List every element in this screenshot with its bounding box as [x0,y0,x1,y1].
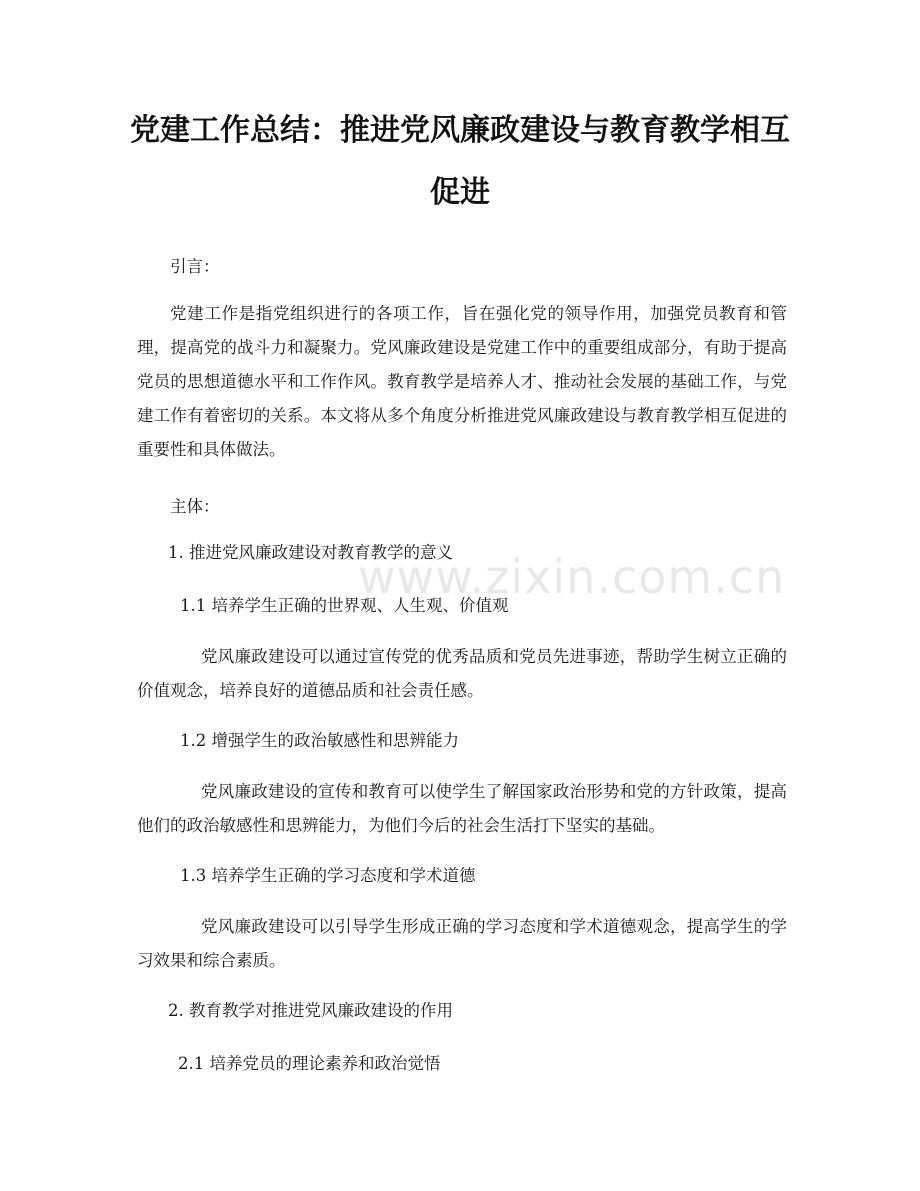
section-1-heading: 1. 推进党风廉政建设对教育教学的意义 [168,543,453,562]
document-title: 党建工作总结：推进党风廉政建设与教育教学相互促进 [130,113,790,210]
subsection-2-1-heading: 2.1 培养党员的理论素养和政治觉悟 [178,1054,441,1073]
subsection-1-2-heading: 1.2 增强学生的政治敏感性和思辨能力 [180,731,459,750]
watermark: www.zixin.com.cn [358,550,786,604]
subsection-1-3-heading: 1.3 培养学生正确的学习态度和学术道德 [180,866,476,885]
subsection-1-2-text: 党风廉政建设的宣传和教育可以使学生了解国家政治形势和党的方针政策，提高他们的政治敏感性和思辨能力，为他们今后的社会生活打下坚实的基础。 [137,782,787,835]
subsection-1-3-text: 党风廉政建设可以引导学生形成正确的学习态度和学术道德观念，提高学生的学习效果和综合素质。 [137,917,787,970]
subsection-1-1-text: 党风廉政建设可以通过宣传党的优秀品质和党员先进事迹，帮助学生树立正确的价值观念，培养良好的道德品质和社会责任感。 [137,647,787,700]
body-label: 主体： [170,497,220,516]
intro-paragraph: 党建工作是指党组织进行的各项工作，旨在强化党的领导作用，加强党员教育和管理，提高党的战斗力和凝聚力。党风廉政建设是党建工作中的重要组成部分，有助于提高党员的思想道德水平和工作作风。教育教学是培养人才、推动社会发展的基础工作，与党建工作有着密切的关系。本文将从多个角度分析推进党风廉政建设与教育教学相互促进的重要性和具体做法。 [137,304,787,459]
intro-label: 引言： [170,257,220,276]
subsection-1-1-heading: 1.1 培养学生正确的世界观、人生观、价值观 [180,596,509,615]
section-2-heading: 2. 教育教学对推进党风廉政建设的作用 [168,1001,453,1020]
